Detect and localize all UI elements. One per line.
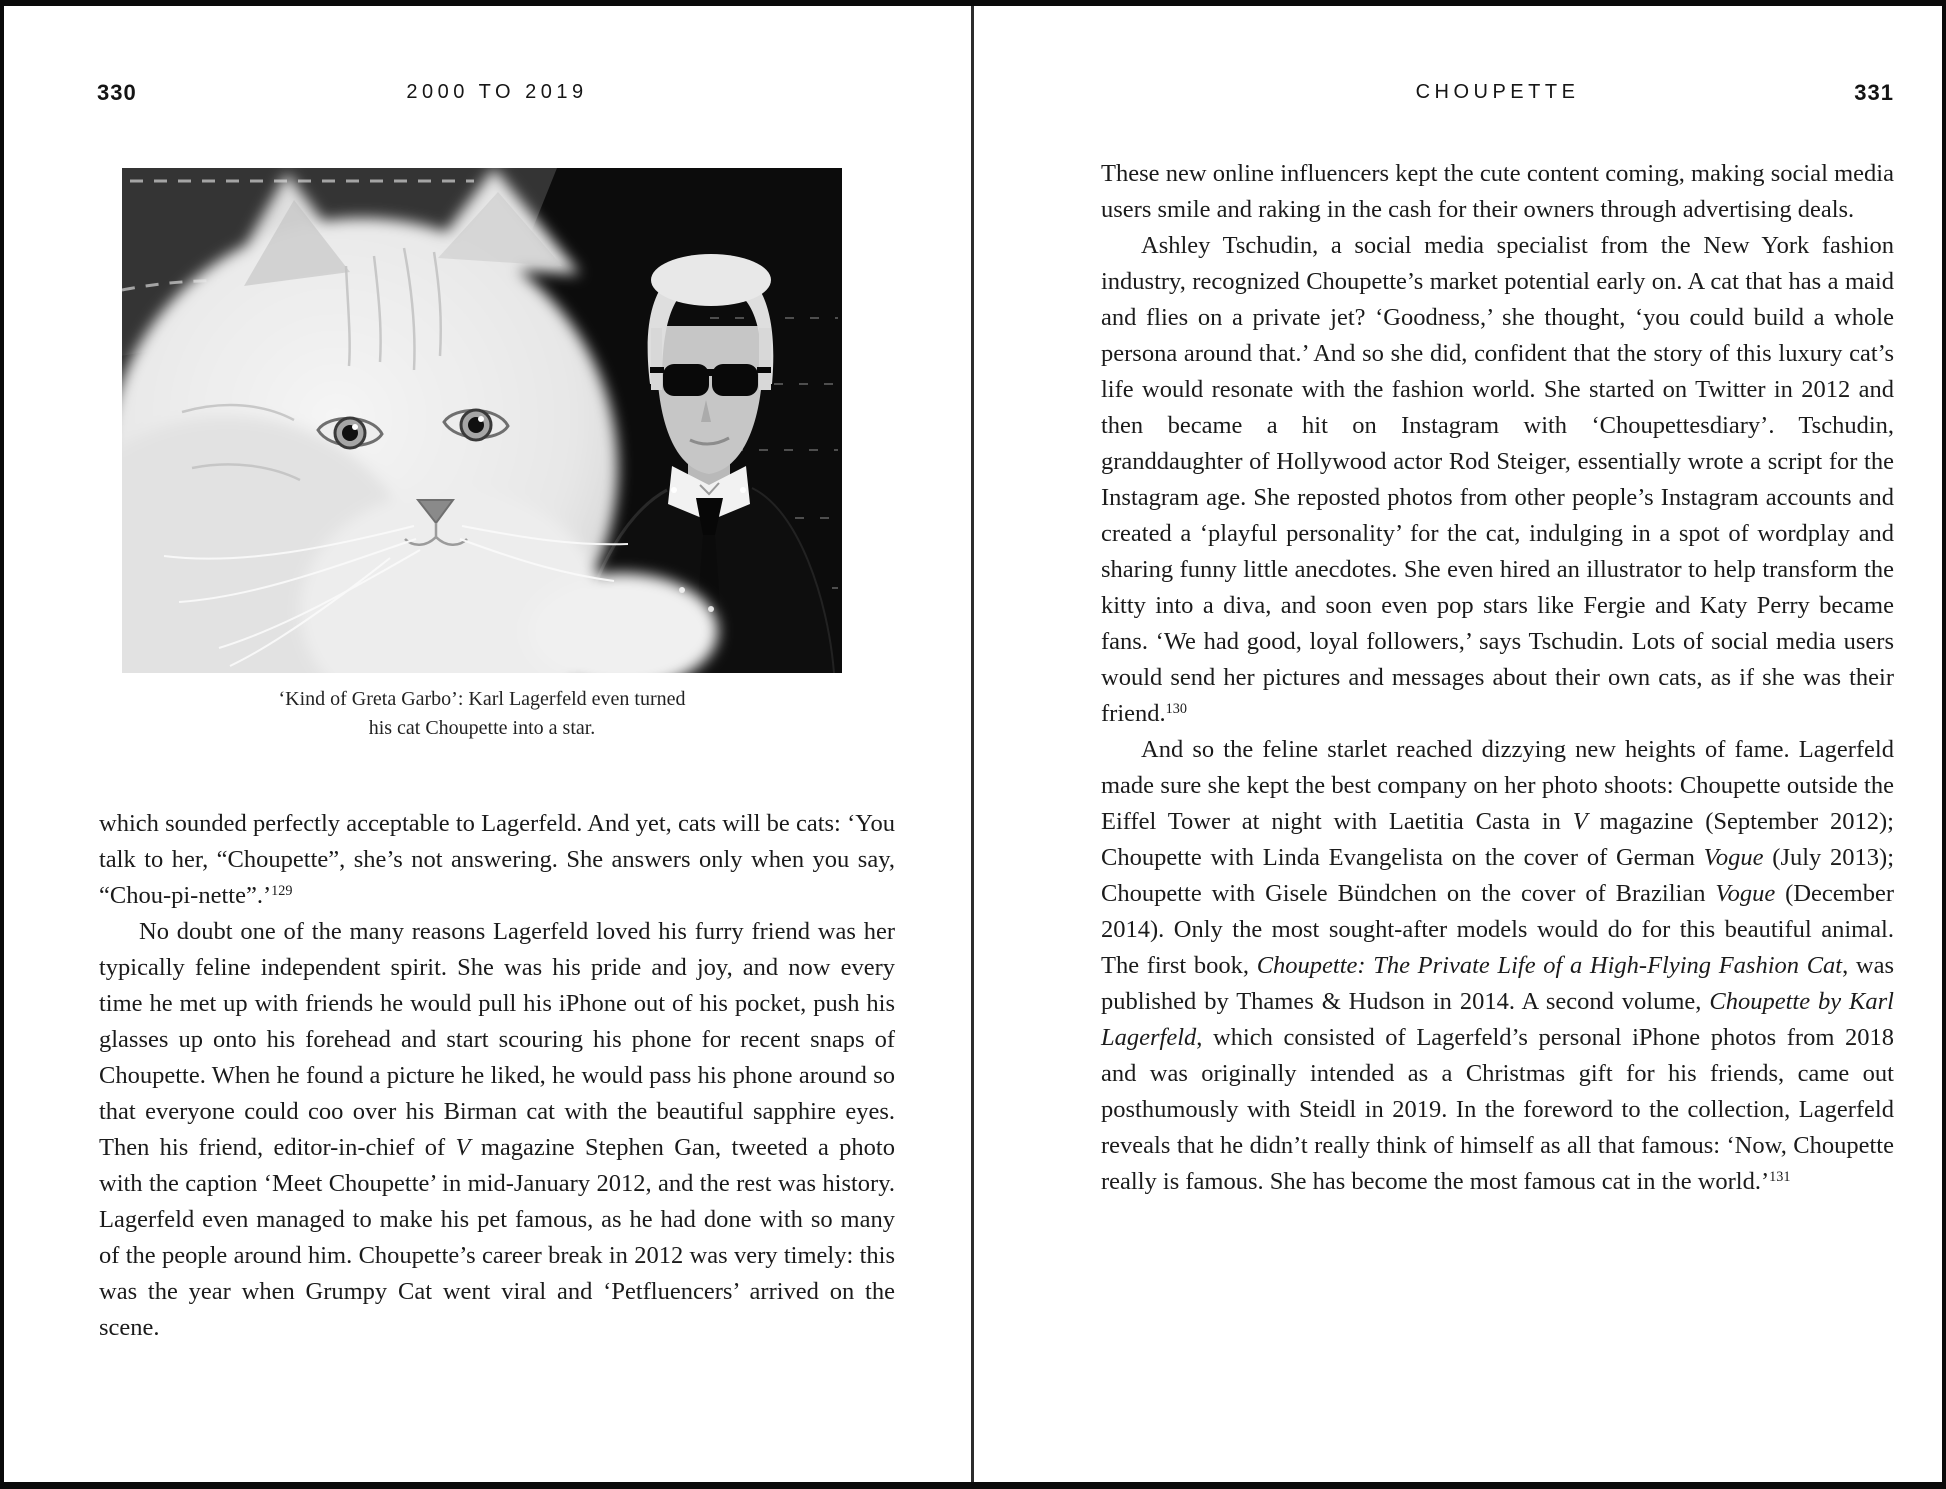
photo-caption-line2: his cat Choupette into a star.: [368, 716, 596, 739]
photo-karl-lagerfeld-and-choupette: [122, 168, 842, 673]
body-text-left: [99, 806, 895, 1346]
paragraph: These new online influencers kept the cute content coming, making social media users smile and raking in the cash for their owners through advertising deals.: [1101, 160, 1894, 223]
page-gutter-divider: [971, 6, 974, 1482]
paragraph: Ashley Tschudin, a social media specialist from the New York fashion industry, recognized Choupette’s market potential early on. A cat that has a maid and flies on a private jet? ‘Goodness,’ she thought, ‘you could build a whole persona around that.’ And so she did, confident that the story of this luxury cat’s life would resonate with the fashion world. She started on Twitter in 2012 and then became a hit on Instagram with ‘Choupettesdiary’. Tschudin, granddaughter of Hollywood actor Rod Steiger, essentially wrote a script for the Instagram age. She reposted photos from other people’s Instagram accounts and created a ‘playful personality’ for the cat, indulging in a spot of wordplay and sharing funny little anecdotes. She even hired an illustrator to help transform the kitty into a diva, and soon even pop stars like Fergie and Katy Perry became fans. ‘We had good, loyal followers,’ says Tschudin. Lots of social media users would send her pictures and messages about their own cats, as if she was their friend.$^{130}$: [1101, 232, 1894, 727]
page-number-left: 330: [97, 80, 137, 105]
paragraph: No doubt one of the many reasons Lagerfeld loved his furry friend was her typically feline independent spirit. She was his pride and joy, and now every time he met up with friends he would pull his iPhone out of his pocket, push his glasses up onto his forehead and start scouring his phone for recent snaps of Choupette. When he found a picture he liked, he would pass his phone around so that everyone could coo over his Birman cat with the beautiful sapphire eyes. Then his friend, editor-in-chief of V magazine Stephen Gan, tweeted a photo with the caption ‘Meet Choupette’ in mid-January 2012, and the rest was history. Lagerfeld even managed to make his pet famous, as he had done with so many of the people around him. Choupette’s career break in 2012 was very timely: this was the year when Grumpy Cat went viral and ‘Petfluencers’ arrived on the scene.: [99, 918, 895, 1341]
photo-caption: [122, 685, 842, 742]
page-number-right: 331: [1854, 80, 1894, 105]
photo-figure: [122, 168, 842, 673]
body-text-right: [1101, 156, 1894, 1200]
running-head-left: 2000 TO 2019: [406, 81, 588, 103]
paragraph: And so the feline starlet reached dizzying new heights of fame. Lagerfeld made sure she kept the best company on her photo shoots: Choupette outside the Eiffel Tower at night with Laetitia Casta in V magazine (September 2012); Choupette with Linda Evangelista on the cover of German Vogue (July 2013); Choupette with Gisele Bündchen on the cover of Brazilian Vogue (December 2014). Only the most sought-after models would do for this beautiful animal. The first book, Choupette: The Private Life of a High-Flying Fashion Cat, was published by Thames & Hudson in 2014. A second volume, Choupette by Karl Lagerfeld, which consisted of Lagerfeld’s personal iPhone photos from 2018 and was originally intended as a Christmas gift for his friends, came out posthumously with Steidl in 2019. In the foreword to the collection, Lagerfeld reveals that he didn’t really think of himself as all that famous: ‘Now, Choupette really is famous. She has become the most famous cat in the world.’$^{131}$: [1101, 736, 1895, 1195]
running-head-right: CHOUPETTE: [1415, 81, 1580, 103]
paragraph: which sounded perfectly acceptable to Lagerfeld. And yet, cats will be cats: ‘You talk to her, “Choupette”, she’s not answering. She answers only when you say, “Chou-pi-nette”.’$^{129}$: [99, 810, 895, 909]
photo-caption-line1: ‘Kind of Greta Garbo’: Karl Lagerfeld even turned: [278, 688, 686, 710]
